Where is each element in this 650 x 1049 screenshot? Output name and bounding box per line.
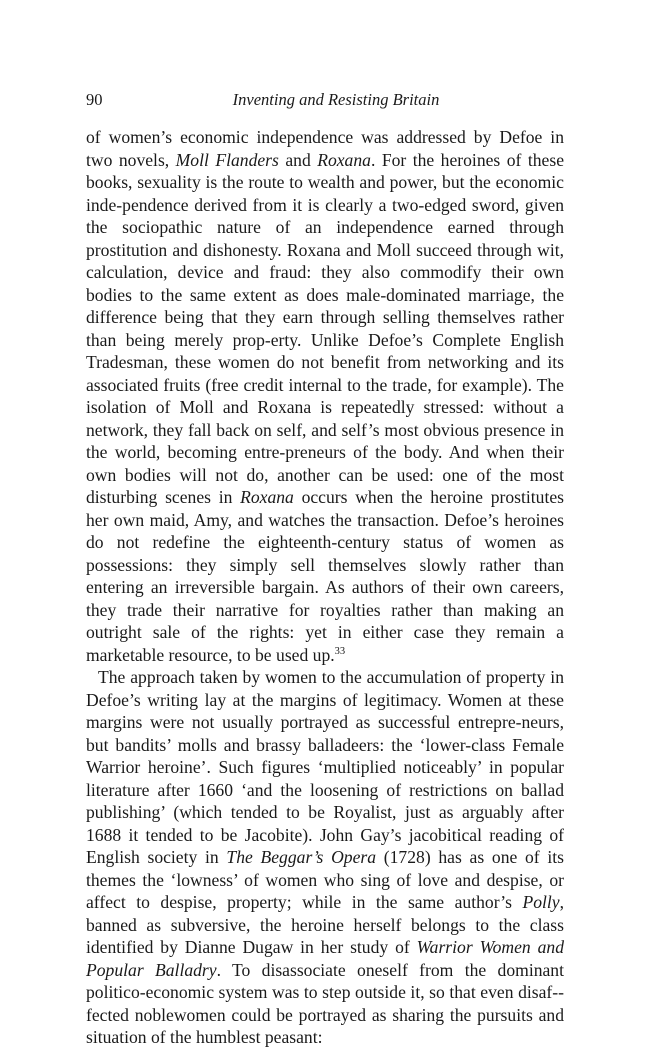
paragraph-2-text-3: , banned as subversive, the heroine herself belongs to the class identified by Dianne Dugaw in her study of (86, 892, 564, 957)
running-title: Inventing and Resisting Britain (232, 90, 440, 109)
paragraph-2-text-1: The approach taken by women to the accumulation of property in Defoe’s writing lay at the margins of legitimacy. Women at these margins were not usually portrayed as successful entrepre-neurs, but bandits’ molls and brassy balladeers: the ‘lower-class Female Warrior heroine’. Such figures ‘multiplied noticeably’ in popular literature after 1660 ‘and the loosening of restrictions on ballad publishing’ (which tended to be Royalist, just as arguably after 1688 it tended to be Jacobite). John Gay’s jacobitical reading of English society in (86, 667, 564, 867)
title-roxana: Roxana (317, 149, 371, 170)
paragraph-1-text-1: of women’s economic independence was addressed by Defoe in two novels, (86, 127, 564, 170)
title-beggars-opera: The Beggar’s Opera (226, 847, 377, 867)
body-text (86, 126, 564, 1049)
paragraph-1-text-4: occurs when the heroine prostitutes her own maid, Amy, and watches the transaction. Defoe’s heroines do not redefine the eighteenth-century status of women as possessions: they simply sell themselves slowly rather than entering an irreversible bargain. As authors of their own careers, they trade their narrative for royalties rather than making an outright sale of the rights: yet in either case they remain a marketable resource, to be used up. (86, 487, 565, 665)
running-head (86, 88, 564, 112)
paragraph-1-text-3: . For the heroines of these books, sexuality is the route to wealth and power, but the economic inde-pendence derived from it is clearly a two-edged sword, given the sociopathic nature of an independence earned through prostitution and dishonesty. Roxana and Moll succeed through wit, calculation, device and fraud: they also commodify their own bodies to the same extent as does male-dominated marriage, the difference being that they earn through selling themselves rather than being merely prop-erty. Unlike Defoe’s Complete English Tradesman, these women do not benefit from networking and its associated fruits (free credit internal to the trade, for example). The isolation of Moll and Roxana is repeatedly stressed: without a network, they fall back on self, and self’s most obvious presence in the world, becoming entre-preneurs of the body. And when their own bodies will not do, another can be used: one of the most disturbing scenes in (86, 149, 564, 507)
footnote-marker: 33 (334, 645, 346, 657)
paragraph-2-text-2: (1728) has as one of its themes the ‘lowness’ of women who sing of love and despise, or affect to despise, property; while in the same author’s (86, 847, 564, 912)
paragraph-1 (86, 126, 564, 666)
title-polly: Polly (522, 892, 560, 912)
paragraph-2-text-4: . To disassociate oneself from the dominant politico-economic system was to step outside it, so that even disaf-fected noblewomen could be portrayed as sharing the pursuits and situation of the humblest peasant: (86, 959, 564, 1047)
book-page (86, 88, 564, 1049)
page-number: 90 (86, 90, 103, 109)
title-warrior-women: Warrior Women and Popular Balladry (86, 937, 564, 980)
title-moll-flanders: Moll Flanders (175, 149, 279, 170)
title-roxana-second: Roxana (240, 487, 294, 507)
paragraph-2 (86, 666, 564, 1049)
paragraph-1-text-2: and (278, 149, 318, 170)
